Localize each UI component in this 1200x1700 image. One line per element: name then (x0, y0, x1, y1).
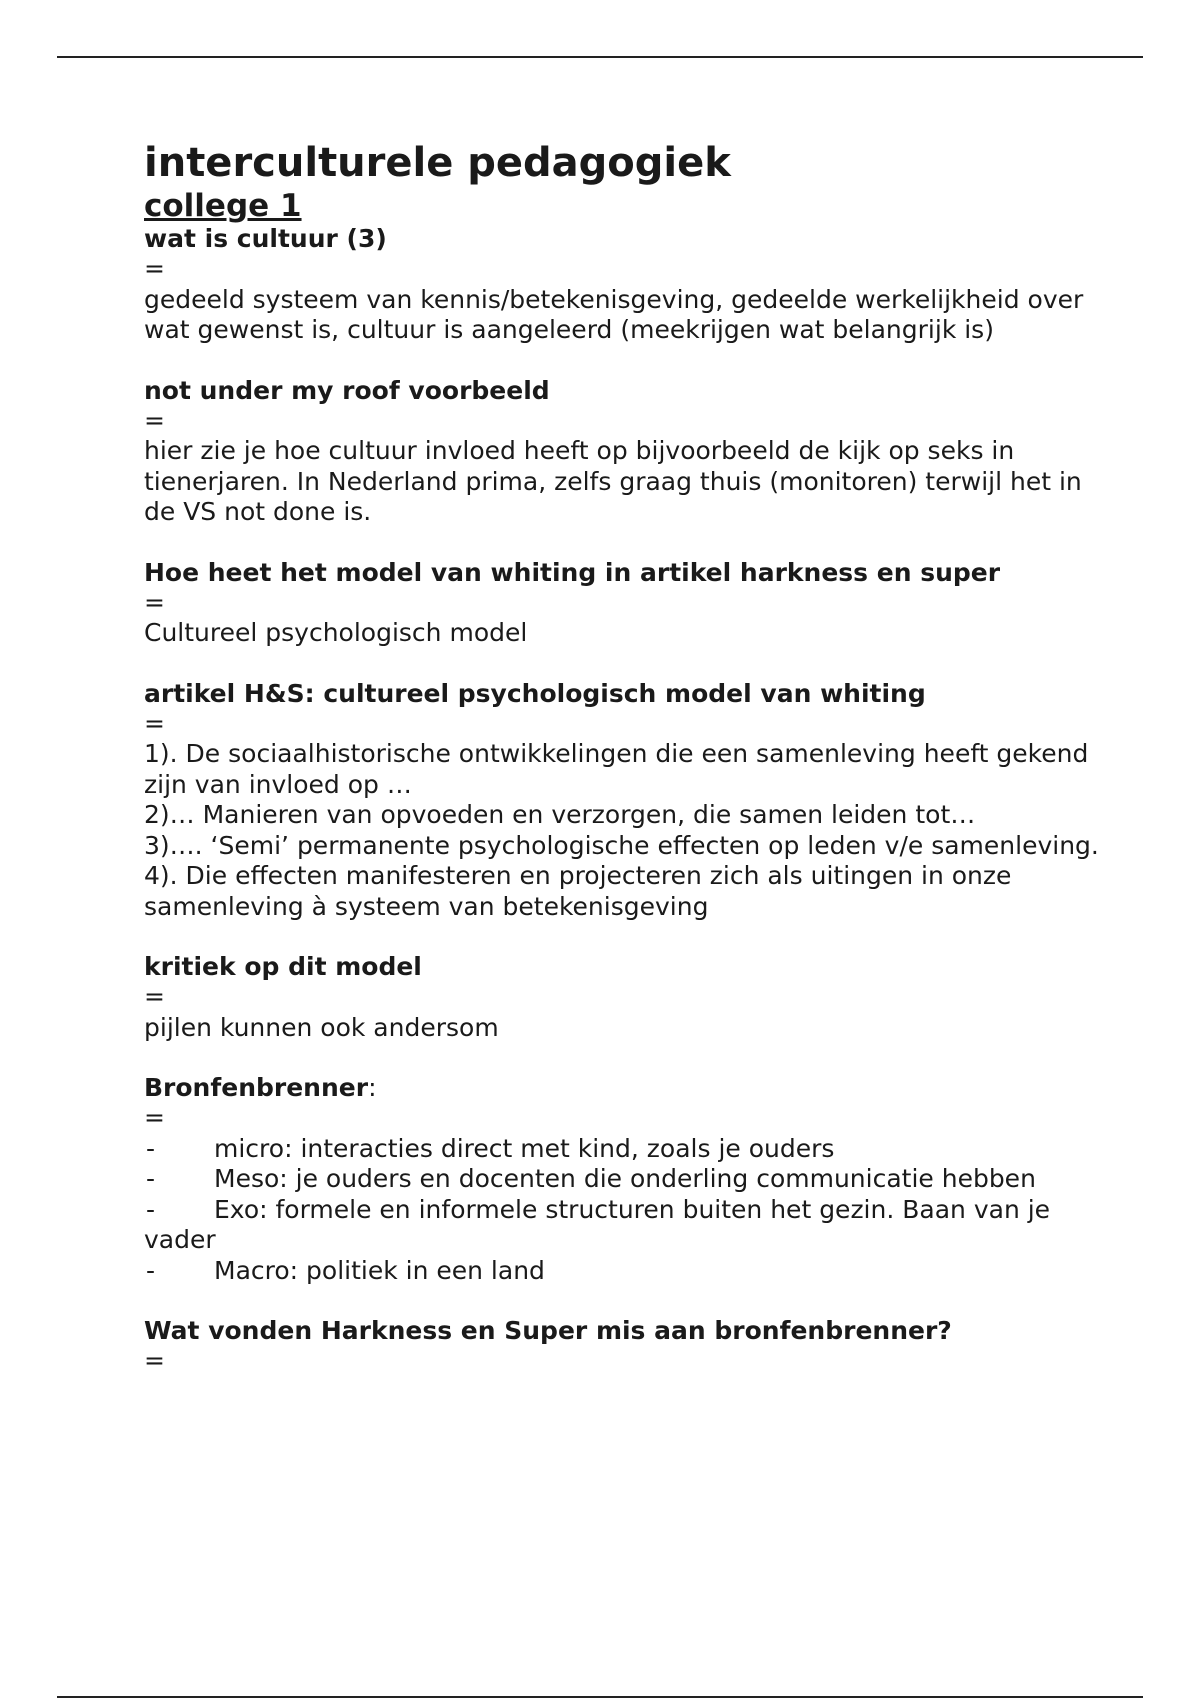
answer-text: hier zie je hoe cultuur invloed heeft op bijvoorbeeld de kijk op seks in tienerjaren. In Nederland prima, zelfs graag thuis (monitoren) terwijl het in de VS not done is. (144, 436, 1082, 526)
question-heading: kritiek op dit model (144, 952, 422, 981)
document-subtitle: college 1 (144, 188, 302, 224)
qa-section-model-name (144, 558, 1104, 649)
bullet-text: Exo: formele en informele structuren buiten het gezin. Baan van je vader (144, 1194, 1051, 1254)
equals-sign: = (144, 587, 165, 617)
top-rule (57, 56, 1143, 58)
answer-text: pijlen kunnen ook andersom (144, 1012, 499, 1042)
qa-section-criticism (144, 952, 1104, 1043)
question-heading: not under my roof voorbeeld (144, 375, 550, 405)
bottom-rule (57, 1696, 1143, 1698)
heading-colon: : (368, 1073, 377, 1102)
question-heading: artikel H&S: cultureel psychologisch model van whiting (144, 678, 926, 708)
question-heading: wat is cultuur (3) (144, 224, 387, 253)
question-heading: Hoe heet het model van whiting in artikel harkness en super (144, 557, 1001, 587)
qa-section-bronfenbrenner (144, 1073, 1104, 1286)
bullet-dash: - (146, 1255, 156, 1285)
equals-sign: = (144, 1346, 165, 1375)
equals-sign: = (144, 708, 165, 738)
qa-section-harkness-super-critique (144, 1316, 1104, 1377)
qa-section-whiting-model (144, 679, 1104, 923)
answer-text: Cultureel psychologisch model (144, 618, 528, 647)
bullet-item (144, 1134, 1104, 1165)
question-heading-text: Bronfenbrenner (144, 1073, 369, 1102)
bullet-item (144, 1195, 1104, 1256)
bullet-item (144, 1256, 1104, 1287)
qa-section-culture (144, 224, 1104, 346)
bullet-item (144, 1164, 1104, 1195)
bullet-text: micro: interacties direct met kind, zoals je ouders (214, 1133, 835, 1163)
answer-line: 3)…. ‘Semi’ permanente psychologische effecten op leden v/e samenleving. (144, 830, 1099, 860)
answer-line: 2)… Manieren van opvoeden en verzorgen, die samen leiden tot… (144, 800, 976, 829)
question-heading: Wat vonden Harkness en Super mis aan bronfenbrenner? (144, 1316, 952, 1345)
bullet-text: Macro: politiek in een land (214, 1255, 545, 1285)
bullet-dash: - (146, 1194, 156, 1224)
document-title: interculturele pedagogiek (144, 140, 731, 186)
bullet-dash: - (146, 1133, 156, 1163)
equals-sign: = (144, 405, 165, 435)
document-body (144, 138, 1104, 1377)
equals-sign: = (144, 1103, 165, 1132)
answer-line: 1). De sociaalhistorische ontwikkelingen die een samenleving heeft gekend zijn van invloed op … (144, 739, 1089, 799)
bullet-text: Meso: je ouders en docenten die onderling communicatie hebben (214, 1164, 1036, 1193)
equals-sign: = (144, 254, 165, 283)
qa-section-roof-example (144, 376, 1104, 528)
equals-sign: = (144, 982, 165, 1011)
answer-line: 4). Die effecten manifesteren en projecteren zich als uitingen in onze samenleving à systeem van betekenisgeving (144, 861, 1012, 921)
question-heading (144, 1073, 1104, 1103)
bullet-dash: - (146, 1164, 156, 1193)
answer-text: gedeeld systeem van kennis/betekenisgeving, gedeelde werkelijkheid over wat gewenst is, cultuur is aangeleerd (meekrijgen wat belangrijk is) (144, 284, 1084, 344)
